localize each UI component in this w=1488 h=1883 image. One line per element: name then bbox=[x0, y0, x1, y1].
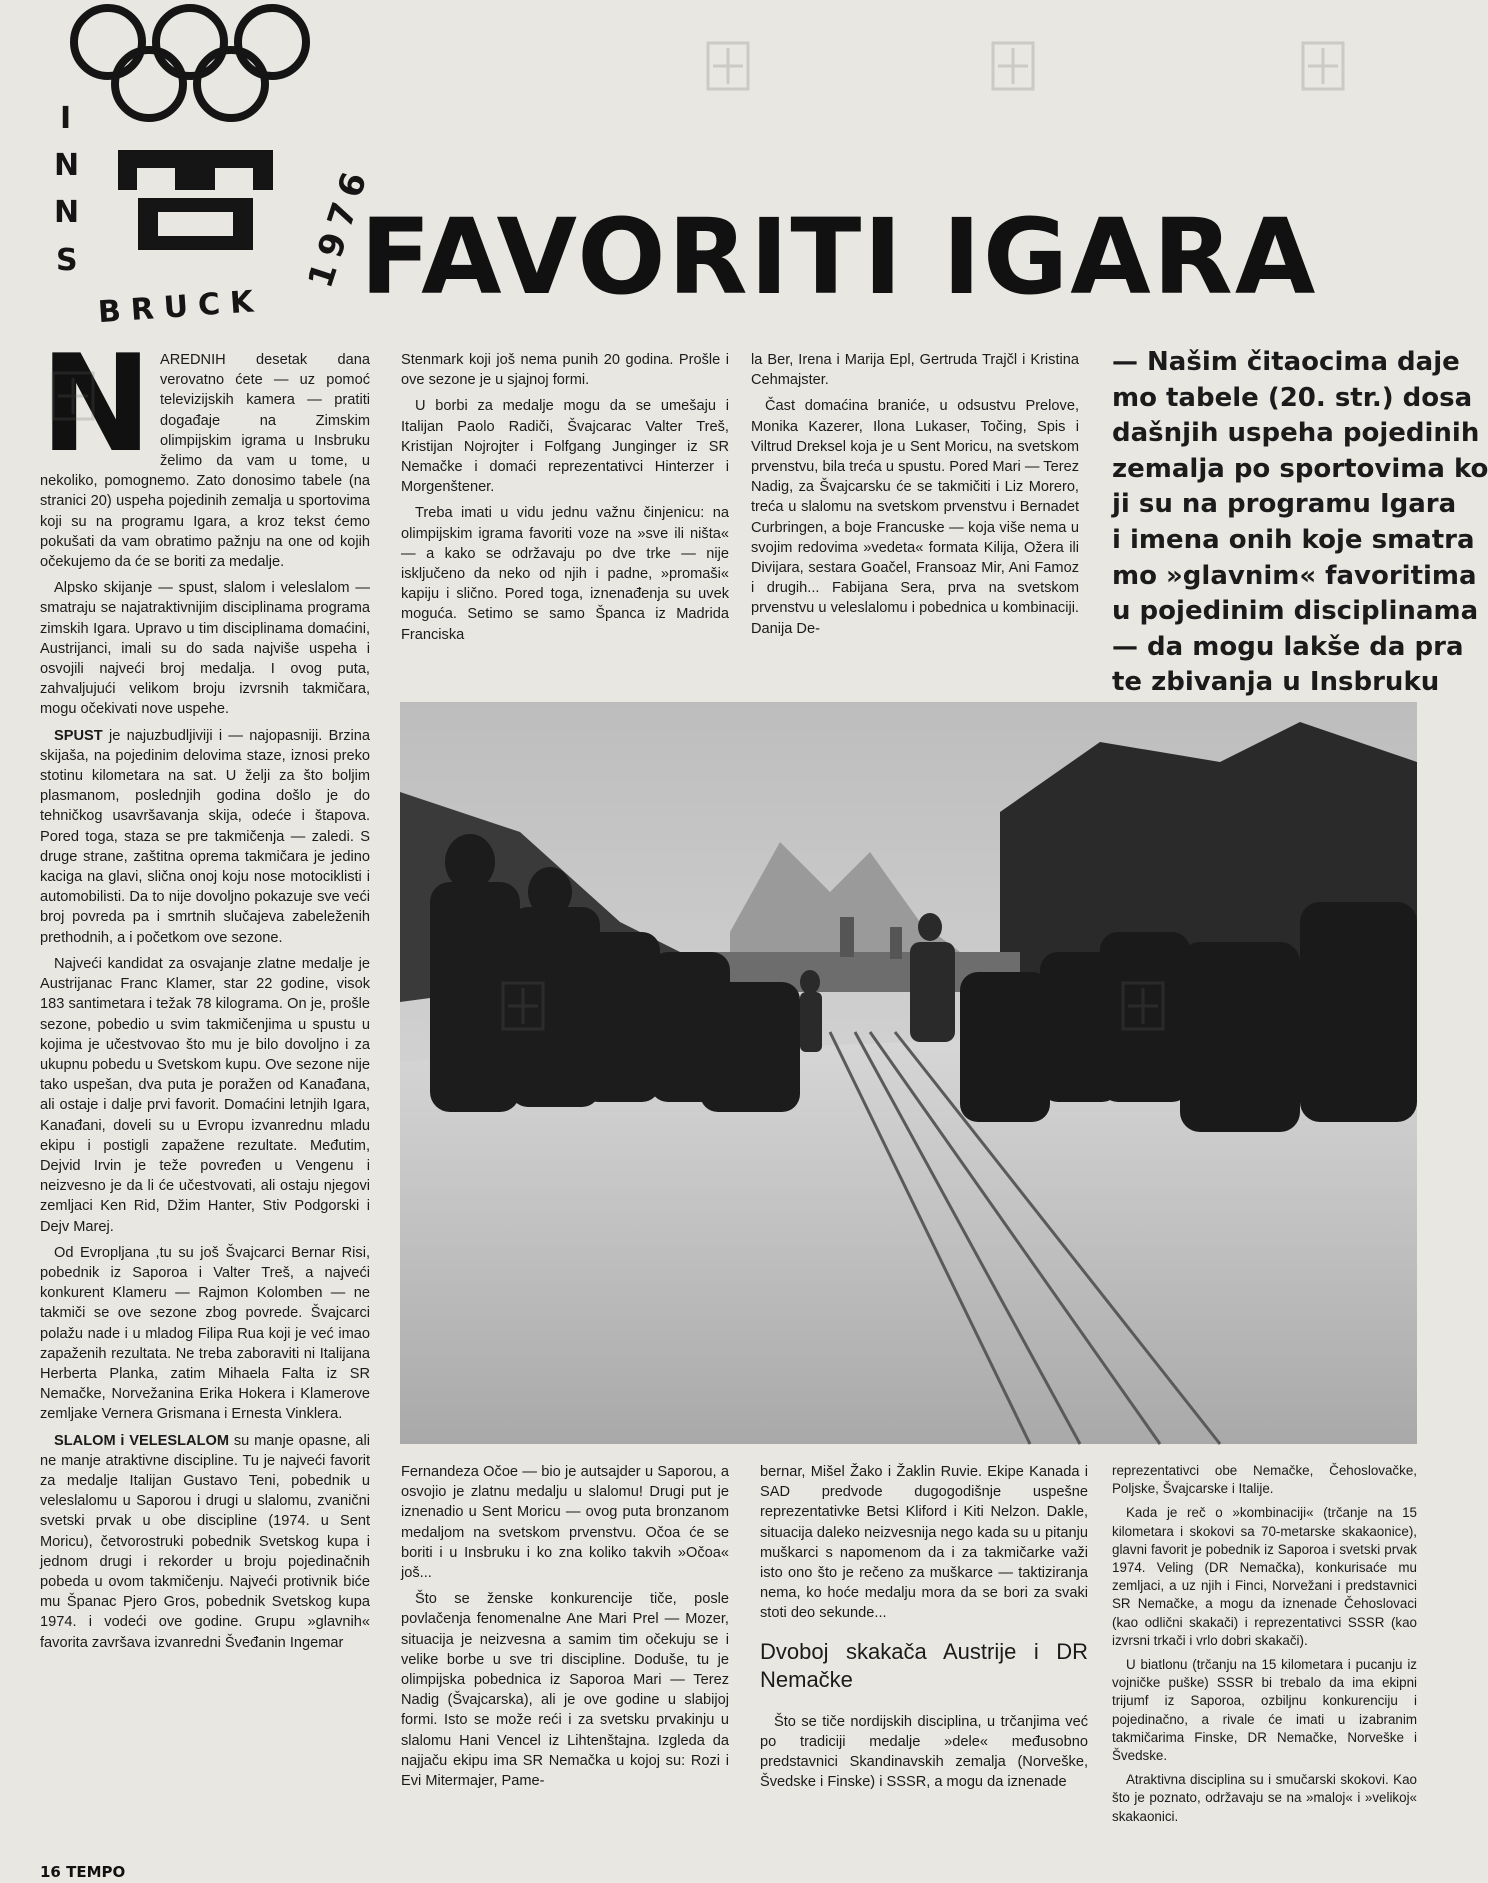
ski-race-photo bbox=[400, 702, 1417, 1444]
paragraph: Od Evropljana ,tu su još Švajcarci Bernar Risi, pobednik iz Saporoa i Valter Treš, a najveći konkurent Klameru — Rajmon Kolomben — ne takmiči se ove sezone zbog povrede. Švajcarci polažu nade i u mladog Filipa Rua koji je već imao zapaženih rezultata. Ne treba zaboraviti ni Italijana Herberta Planka, zatim Mihaela Falta iz SR Nemačke, Norvežanina Erika Hokera i Klamerove zemljake Vernera Grismana i Ernesta Vinklera. bbox=[40, 1244, 370, 1423]
paragraph: la Ber, Irena i Marija Epl, Gertruda Trajčl i Kristina Cehmajster. bbox=[751, 352, 1079, 389]
paragraph: Što se tiče nordijskih disciplina, u trčanjima već po tradiciji medalje »dele« međusobno predstavnici Skandinavskih zemalja (Norveške, Švedske i Finske) i SSSR, a mogu da iznenade bbox=[760, 1713, 1088, 1791]
article-column-2-bottom bbox=[401, 1462, 729, 1862]
section-lead: SPUST bbox=[54, 727, 103, 744]
paragraph: U borbi za medalje mogu da se umešaju i Italijan Paolo Radiči, Švajcarac Valter Treš, Kristijan Nojrojter i Folfgang Junginger iz SR Nemačke i domaći reprezentativci Hinterzer i Morgenštener. bbox=[401, 398, 729, 496]
paragraph: Kada je reč o »kombinaciji« (trčanje na 15 kilometara i skokovi sa 70-metarske skakaonice), glavni favorit je pobednik iz Saporoa i svetski prvak 1974. Veling (DR Nemačka), konkurisaće mu zemljaci, a uz njih i Finci, Norvežani i predstavnici SR Nemačke, a mogu da iznenade Čehoslovaci (kao odlični skakači) i reprezentativci SSSR (kao izvrsni trkači i vrlo dobri skakači). bbox=[1112, 1505, 1417, 1648]
standfirst-line: dašnjih uspeha pojedinih bbox=[1112, 418, 1480, 449]
logo-letter: S bbox=[56, 243, 78, 278]
paragraph: Alpsko skijanje — spust, slalom i veleslalom — smatraju se najatraktivnijim disciplinama programa zimskih Igara. Upravo u tim disciplinama domaćini, Austrijanci, imali su do sada najviše uspeha i osvojili najveći broj medalja. I ovog puta, zahvaljujući velikom broju izvrsnih takmičara, mogu očekivati nove uspehe. bbox=[40, 580, 370, 718]
logo-year-text: 1976 bbox=[300, 159, 378, 293]
article-column-4-bottom bbox=[1112, 1462, 1417, 1862]
watermark-seal-icon bbox=[1300, 40, 1346, 92]
standfirst-line: te zbivanja u Insbruku bbox=[1112, 667, 1440, 698]
watermark-seal-icon bbox=[705, 40, 751, 92]
paragraph: reprezentativci obe Nemačke, Čehoslovačke, Poljske, Švajcarske i Italije. bbox=[1112, 1463, 1417, 1497]
logo-city-text: BRUCK bbox=[96, 283, 265, 331]
logo-letter: N bbox=[54, 195, 80, 230]
standfirst-line: — da mogu lakše da pra bbox=[1112, 631, 1464, 662]
drop-cap: N bbox=[40, 326, 153, 482]
paragraph: bernar, Mišel Žako i Žaklin Ruvie. Ekipe Kanada i SAD predvode dugogodišnje uspešne reprezentativke Betsi Kliford i Kiti Nelzon. Dakle, situacija daleko neizvesnija nego kada su u pitanju muškarci s napomenom da i za takmičarke važi isto ono što je rečeno za muškarce — taktiziranja nema, ko hoće medalju mora da se bori za svaki stoti deo sekunde... bbox=[760, 1464, 1088, 1622]
article-column-3-bottom bbox=[760, 1462, 1088, 1862]
standfirst bbox=[1112, 345, 1488, 698]
standfirst-line: u pojedinim disciplinama bbox=[1112, 596, 1479, 627]
paragraph: SPUST je najuzbudljiviji i — najopasniji. Brzina skijaša, na pojedinim delovima staze, iznosi preko stotinu kilometara na sat. U želji za što boljim plasmanom, poslednjih godina došlo je do tehničkog usavršavanja skija, odeće i štapova. Pored toga, staza se pre takmičenja — zaledi. S druge strane, zaštitna oprema takmičara je jedino kaciga na glavi, slična onoj koju nose motociklisti i automobilisti. Da to nije dovoljno pokazuje sve veći broj povreda pa i smrtnih slučajeva zabeleženih prethodnih, a i početkom ove sezone. bbox=[40, 727, 370, 946]
paragraph: Atraktivna disciplina su i smučarski skokovi. Kao što je poznato, održavaju se na »maloj« i »velikoj« skakaonici. bbox=[1112, 1772, 1417, 1824]
watermark-seal-icon bbox=[50, 370, 96, 422]
watermark-seal-icon bbox=[990, 40, 1036, 92]
paragraph: Stenmark koji još nema punih 20 godina. Prošle i ove sezone je u sjajnoj formi. bbox=[401, 352, 729, 389]
headline: FAVORITI IGARA bbox=[360, 196, 1318, 318]
section-lead: SLALOM i VELESLALOM bbox=[54, 1432, 230, 1449]
standfirst-line: — Našim čitaocima daje bbox=[1112, 347, 1460, 377]
intro-paragraph: AREDNIH desetak dana verovatno ćete — uz pomoć televizijskih kamera — pratiti događaje na Zimskim olimpijskim igrama u Insbruku želimo da vam u tome, u nekoliko, pomognemo. Zato donosimo tabele (na stranici 20) uspeha pojedinih zemalja u sportovima koji su na programu Igara, a kroz tekst ćemo pokušati da vam obratimo pažnju na one od kojih očekujemo da će se boriti za medalje. bbox=[40, 352, 370, 571]
paragraph: Što se ženske konkurencije tiče, posle povlačenja fenomenalne Ane Mari Prel — Mozer, situacija je neizvesna a samim tim očekuju se i velike borbe u sve tri discipline. Doduše, tu je olimpijska pobednica iz Saporoa Mari — Terez Nadig (Švajcarska), ali je ove godine u slabijoj formi. Isto se može reći i za svetsku prvakinju u slalomu Hani Vencel iz Lihtenštajna. Izgleda da najjaču ekipu ima SR Nemačka u kojoj su: Rozi i Evi Mitermajer, Pame- bbox=[401, 1591, 729, 1790]
logo-letter: I bbox=[60, 101, 72, 136]
standfirst-line: ji su na programu Igara bbox=[1112, 489, 1457, 520]
standfirst-line: zemalja po sportovima ko bbox=[1112, 453, 1488, 484]
watermark-seal-icon bbox=[1120, 980, 1166, 1032]
subheading: Dvoboj skakača Austrije i DR Nemačke bbox=[760, 1638, 1088, 1692]
innsbruck-1976-logo bbox=[40, 0, 378, 340]
paragraph: SLALOM i VELESLALOM su manje opasne, ali ne manje atraktivne discipline. Tu je najveći favorit za medalje Italijan Gustavo Teni, pobednik u veleslalomu u Saporou i drugi u slalomu, zvanični svetski prvak u obe discipline (1974. u Sent Moricu), četvorostruki pobednik Svetskog kupa i jednom drugi i rekorder u broju pojedinačnih pobeda u ovom takmičenju. Najveći protivnik biće mu Španac Pjero Gros, pobednik Svetskog kupa 1974. i vodeći ove godine. Grupu »glavnih« favorita završava izvanredni Šveđanin Ingemar bbox=[40, 1432, 370, 1651]
paragraph: Treba imati u vidu jednu važnu činjenicu: na olimpijskim igrama favoriti voze na »sve ili ništa« — a kako se održavaju po dve trke — nije isključeno da neko od njih i padne, »promaši« kapiju i slično. Pored toga, iznenađenja su uvek moguća. Setimo se samo Španca iz Madrida Franciska bbox=[401, 505, 729, 643]
paragraph: Čast domaćina braniće, u odsustvu Prelove, Monika Kazerer, Ilona Lukaser, Točing, Spis i Viltrud Dreksel koja je u Sent Moricu, na svetskom prvenstvu, bila treća u spustu. Pored Mari — Terez Nadig, za Švajcarsku će se takmičiti i Liz Morero, treća u slalomu na svetskom prvenstvu i Bernadet Curbringen, a boje Francuske — koja više nema u svojim redovima »vedeta« formata Kilija, Ožera ili Divijara, sestara Goačel, Fransoaz Mir, Ani Famoz i drugih... Fabijana Sera, prva na svetskom prvenstvu u veleslalomu i pobednica u kombinaciji. Danija De- bbox=[751, 398, 1079, 637]
page-folio: 16 TEMPO bbox=[40, 1863, 126, 1881]
standfirst-line: mo tabele (20. str.) dosa bbox=[1112, 382, 1473, 413]
article-column-2-top bbox=[401, 350, 729, 680]
paragraph: U biatlonu (trčanju na 15 kilometara i pucanju iz vojničke puške) SSSR bi trebalo da ima ekipni trijumf iz Saporoa, ozbiljnu konkurenciju i pojedinačno, a rivale će imati u izabranim takmičarima Finske, DR Nemačke, Norveške i Švedske. bbox=[1112, 1657, 1417, 1764]
article-column-3-top bbox=[751, 350, 1079, 680]
paragraph: Najveći kandidat za osvajanje zlatne medalje je Austrijanac Franc Klamer, star 22 godine, visok 183 santimetara i težak 78 kilograma. On je, prošle sezone, pobedio u svim takmičenjima u spustu u kojima je učestvovao što mu je bilo dovoljno i za ukupnu pobedu u Svetskom kupu. Ove sezone nije tako uspešan, dva puta je poražen od Kanađana, ali ostaje i dalje prvi favorit. Domaćini letnjih Igara, Kanađani, doveli su u Evropu izvanrednu mladu ekipu i postigli zapažene rezultate. Međutim, Dejvid Irvin je teže povređen u Vengenu i neizvesno je da li će učestvovati, ali ostaju njegovi zemljaci Ken Rid, Džim Hanter, Stiv Podgorski i Dejv Marej. bbox=[40, 955, 370, 1235]
standfirst-line: i imena onih koje smatra bbox=[1112, 524, 1475, 555]
olympic-rings-icon bbox=[74, 8, 306, 118]
logo-letter: N bbox=[54, 148, 80, 183]
standfirst-line: mo »glavnim« favoritima bbox=[1112, 560, 1477, 591]
watermark-seal-icon bbox=[500, 980, 546, 1032]
innsbruck-emblem-icon bbox=[118, 150, 273, 250]
article-column-1 bbox=[40, 326, 370, 1840]
paragraph: Fernandeza Očoe — bio je autsajder u Saporou, a osvojio je zlatnu medalju u slalomu! Drugi put je iznenadio u Sent Moricu — ovog puta bronzanom medaljom na svetskom prvenstvu. Očoa će se boriti i u Insbruku i ko zna koliko takvih »Očoa« još... bbox=[401, 1464, 729, 1582]
